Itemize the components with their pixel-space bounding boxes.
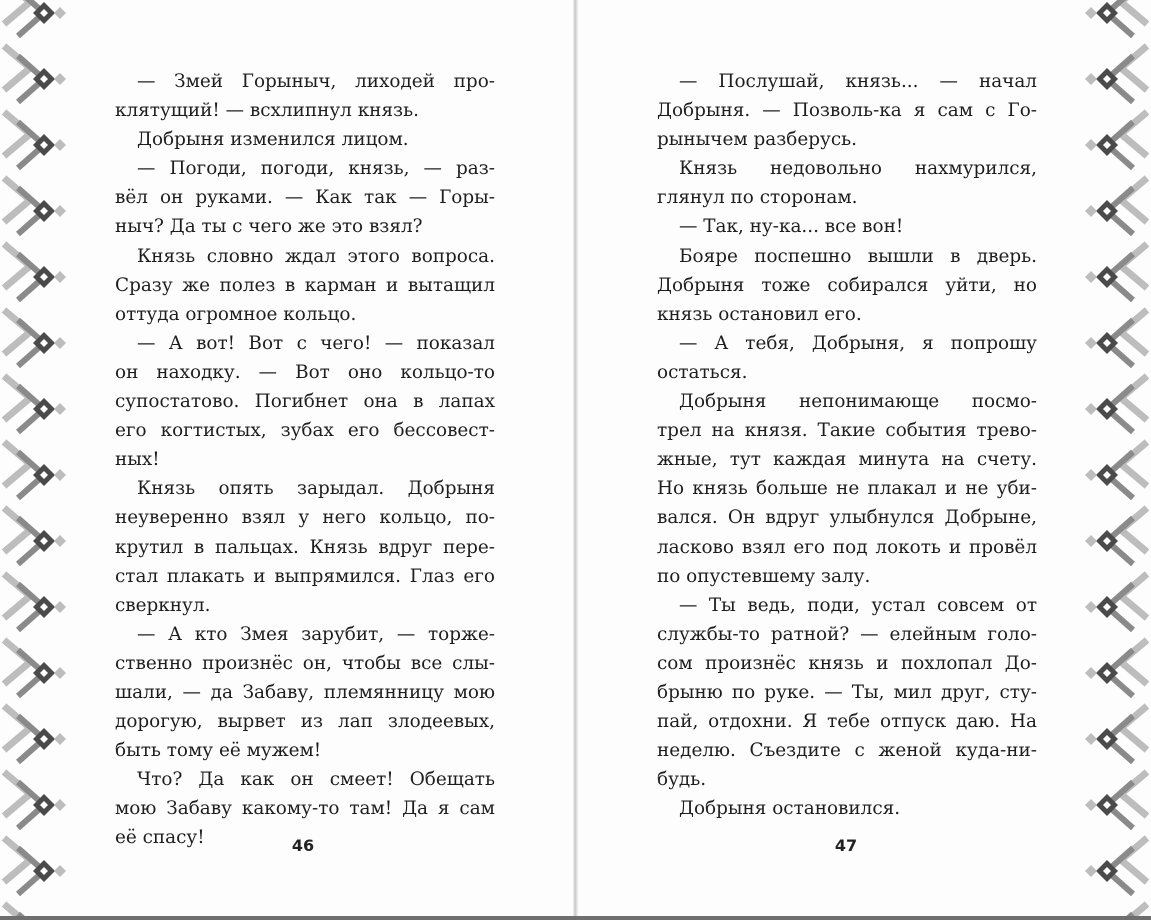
ornament-motif xyxy=(4,310,66,366)
ornament-motif xyxy=(1085,46,1147,102)
ornament-motif xyxy=(4,244,66,300)
text-line: ных! xyxy=(115,449,160,471)
text-line: вёл он руками. — Как так — Горы- xyxy=(115,187,495,209)
paragraph xyxy=(657,387,1037,591)
text-line: шали, — да Забаву, племянницу мою xyxy=(115,681,495,703)
ornament-motif xyxy=(4,772,66,828)
ornament-motif xyxy=(4,706,66,762)
text-line: Добрыня непонимающе посмо- xyxy=(679,391,1037,413)
page-number-left: 46 xyxy=(291,836,315,855)
ornament-motif xyxy=(4,838,66,894)
text-line: он находку. — Вот оно кольцо-то xyxy=(115,361,495,383)
text-line: князь остановил его. xyxy=(657,303,862,325)
text-line: ственно произнёс он, чтобы все слы- xyxy=(115,652,495,674)
ornament-motif xyxy=(1085,310,1147,366)
text-line: — А кто Змея зарубит, — торже- xyxy=(137,623,495,645)
book-gutter xyxy=(573,0,578,920)
paragraph xyxy=(657,154,1037,212)
text-line: неуверенно взял у него кольцо, по- xyxy=(115,507,495,529)
text-line: брыню по руке. — Ты, мил друг, сту- xyxy=(657,681,1037,703)
text-line: оттуда огромное кольцо. xyxy=(115,303,357,325)
ornament-motif xyxy=(4,640,66,696)
text-line: Что? Да как он смеет! Обещать xyxy=(137,769,495,791)
left-page-text xyxy=(115,67,495,853)
text-line: его когтистых, зубах его бессовест- xyxy=(115,420,495,442)
page-bottom-edge xyxy=(0,916,1151,920)
ornament-motif xyxy=(1085,244,1147,300)
paragraph xyxy=(115,329,495,474)
text-line: — Погоди, погоди, князь, — раз- xyxy=(137,158,495,180)
text-line: стал плакать и выпрямился. Глаз его xyxy=(115,565,495,587)
text-line: рынычем разберусь. xyxy=(657,129,857,151)
text-line: Добрыня остановился. xyxy=(679,798,901,820)
text-line: по опустевшему залу. xyxy=(657,565,871,587)
ornament-motif xyxy=(1085,178,1147,234)
paragraph xyxy=(115,67,495,125)
ornament-motif xyxy=(1085,0,1147,36)
text-line: Добрыня тоже собирался уйти, но xyxy=(657,274,1037,296)
paragraph xyxy=(115,154,495,241)
left-ornament-border xyxy=(0,0,68,920)
text-line: клятущий! — всхлипнул князь. xyxy=(115,100,419,122)
paragraph xyxy=(115,125,495,154)
text-line: Бояре поспешно вышли в дверь. xyxy=(679,245,1037,267)
text-line: пай, отдохни. Я тебе отпуск даю. На xyxy=(657,711,1037,733)
text-line: ныч? Да ты с чего же это взял? xyxy=(115,216,423,238)
right-page-text xyxy=(657,67,1037,823)
text-line: Добрыня. — Позволь-ка я сам с Го- xyxy=(657,100,1037,122)
paragraph xyxy=(115,620,495,765)
ornament-motif xyxy=(1085,112,1147,168)
text-line: быть тому её мужем! xyxy=(115,740,322,762)
paragraph xyxy=(657,67,1037,154)
text-line: — Змей Горыныч, лиходей про- xyxy=(137,71,495,92)
text-line: неделю. Съездите с женой куда-ни- xyxy=(657,740,1037,762)
text-line: жные, тут каждая минута на счету. xyxy=(657,449,1037,471)
text-line: — А тебя, Добрыня, я попрошу xyxy=(679,332,1037,354)
ornament-motif xyxy=(4,112,66,168)
right-ornament-border xyxy=(1083,0,1151,920)
text-line: Но князь больше не плакал и не уби- xyxy=(657,478,1037,500)
paragraph xyxy=(657,329,1037,387)
ornament-motif xyxy=(1085,640,1147,696)
ornament-motif xyxy=(1085,376,1147,432)
paragraph xyxy=(657,212,1037,241)
text-line: сом произнёс князь и похлопал До- xyxy=(657,652,1037,674)
text-line: глянул по сторонам. xyxy=(657,187,858,209)
text-line: Князь словно ждал этого вопроса. xyxy=(137,245,495,267)
text-line: — Так, ну-ка... все вон! xyxy=(679,216,904,238)
text-line: сверкнул. xyxy=(115,594,211,616)
ornament-motif xyxy=(1085,772,1147,828)
text-line: её спасу! xyxy=(115,827,205,849)
text-line: будь. xyxy=(657,769,707,791)
ornament-motif xyxy=(1085,442,1147,498)
ornament-motif xyxy=(1085,574,1147,630)
paragraph xyxy=(657,242,1037,329)
ornament-motif xyxy=(4,46,66,102)
text-line: дорогую, вырвет из лап злодеевых, xyxy=(115,711,495,733)
text-line: — Послушай, князь... — начал xyxy=(679,71,1037,92)
ornament-motif xyxy=(4,0,66,36)
ornament-motif xyxy=(4,508,66,564)
page-number-right: 47 xyxy=(834,836,858,855)
text-line: службы-то ратной? — елейным голо- xyxy=(657,623,1037,645)
text-line: — Ты ведь, поди, устал совсем от xyxy=(679,594,1037,616)
paragraph xyxy=(657,591,1037,795)
text-line: ласково взял его под локоть и провёл xyxy=(657,536,1037,558)
paragraph xyxy=(657,794,1037,823)
paragraph xyxy=(115,474,495,619)
text-line: вался. Он вдруг улыбнулся Добрыне, xyxy=(657,507,1037,529)
ornament-motif xyxy=(1085,508,1147,564)
text-line: мою Забаву какому-то там! Да я сам xyxy=(115,798,495,820)
text-line: Князь опять зарыдал. Добрыня xyxy=(137,478,495,500)
ornament-motif xyxy=(4,376,66,432)
ornament-motif xyxy=(1085,838,1147,894)
ornament-motif xyxy=(1085,706,1147,762)
ornament-motif xyxy=(4,574,66,630)
ornament-motif xyxy=(4,442,66,498)
text-line: остаться. xyxy=(657,361,748,383)
text-line: Сразу же полез в карман и вытащил xyxy=(115,274,495,296)
ornament-motif xyxy=(4,178,66,234)
text-line: супостатово. Погибнет она в лапах xyxy=(115,391,495,413)
text-line: Добрыня изменился лицом. xyxy=(137,129,409,151)
text-line: крутил в пальцах. Князь вдруг пере- xyxy=(115,536,495,558)
text-line: Князь недовольно нахмурился, xyxy=(679,158,1037,180)
text-line: трел на князя. Такие события трево- xyxy=(657,420,1037,442)
paragraph xyxy=(115,242,495,329)
text-line: — А вот! Вот с чего! — показал xyxy=(137,332,495,354)
